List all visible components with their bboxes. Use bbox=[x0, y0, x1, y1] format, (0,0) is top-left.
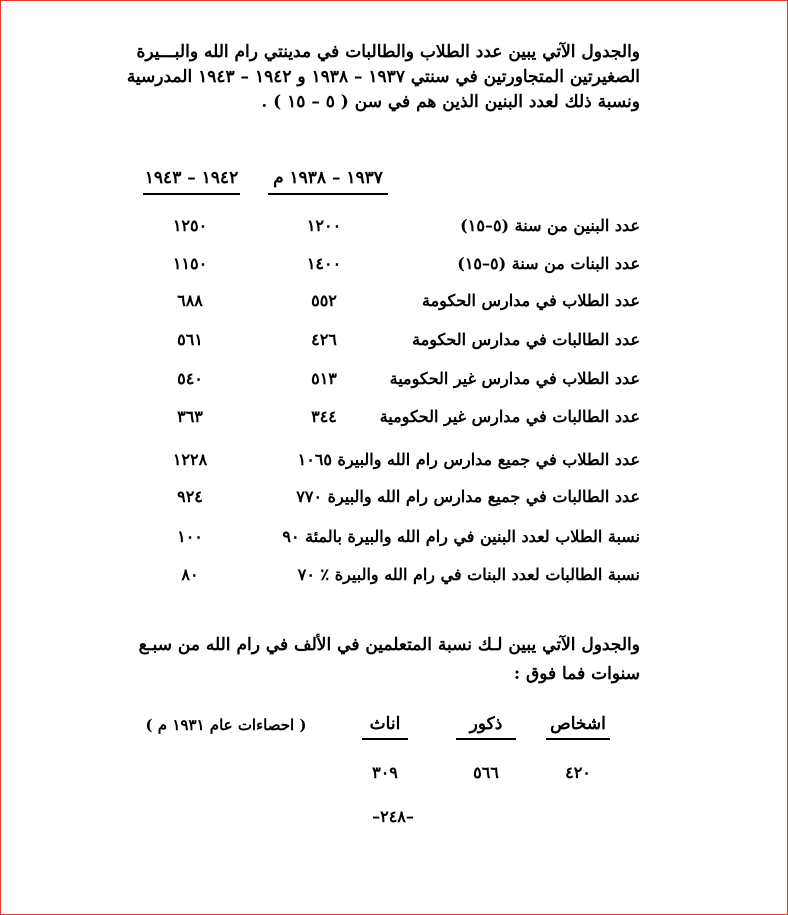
table-row bbox=[0, 216, 788, 246]
row-value-1942: ١٢٢٨ bbox=[172, 450, 208, 469]
row-label: عدد الطالبات في مدارس الحكومة bbox=[412, 330, 640, 349]
row-value-1942: ١٢٥٠ bbox=[172, 216, 208, 235]
header-underline bbox=[268, 193, 388, 195]
table1-header-1942-text: ١٩٤٢ – ١٩٤٣ bbox=[144, 168, 239, 188]
row-value-1937: ١٤٠٠ bbox=[306, 254, 342, 273]
row-label: عدد الطلاب في جميع مدارس رام الله والبيرة ١٠٦٥ bbox=[297, 450, 640, 469]
table-row bbox=[0, 527, 788, 557]
row-label: نسبة الطلاب لعدد البنين في رام الله والبيرة بالمئة ٩٠ bbox=[282, 527, 640, 546]
row-label: عدد الطلاب في مدارس الحكومة bbox=[422, 291, 640, 310]
header-underline bbox=[143, 193, 240, 195]
census-note: ( احصاءات عام ١٩٣١ م ) bbox=[145, 716, 307, 734]
row-label: عدد الطالبات في مدارس غير الحكومية bbox=[379, 407, 640, 426]
row-value-1942: ٦٨٨ bbox=[177, 291, 203, 310]
row-value-1937: ٤٢٦ bbox=[311, 330, 337, 349]
table-row bbox=[0, 487, 788, 517]
table2-value-persons: ٤٢٠ bbox=[565, 763, 591, 782]
table2-value-females: ٣٠٩ bbox=[372, 763, 398, 782]
table-row bbox=[0, 565, 788, 595]
header-underline bbox=[362, 738, 408, 740]
table1-header-1942 bbox=[143, 168, 240, 188]
table-row bbox=[0, 291, 788, 321]
table-row bbox=[0, 450, 788, 480]
row-value-1942: ٨٠ bbox=[181, 565, 199, 584]
row-label: عدد البنات من سنة (٥–١٥) bbox=[457, 254, 640, 273]
row-value-1937: ١٢٠٠ bbox=[306, 216, 342, 235]
row-label: عدد الطالبات في جميع مدارس رام الله والبيرة ٧٧٠ bbox=[296, 487, 640, 506]
second-line-1: والجدول الآتي يبين لـك نسبة المتعلمين في الألف في رام الله من سبـع bbox=[138, 635, 640, 655]
row-label: عدد الطلاب في مدارس غير الحكومية bbox=[389, 369, 640, 388]
table1-header-1937 bbox=[268, 168, 388, 188]
table1-header-1937-text: ١٩٣٧ – ١٩٣٨ م bbox=[273, 168, 383, 188]
table-row bbox=[0, 330, 788, 360]
row-value-1942: ١١٥٠ bbox=[172, 254, 208, 273]
table2-header-males-text: ذكور bbox=[469, 714, 503, 734]
row-value-1937: ٣٤٤ bbox=[311, 407, 337, 426]
second-paragraph bbox=[139, 631, 640, 689]
row-value-1942: ١٠٠ bbox=[177, 527, 203, 546]
table2-header-persons-text: اشخاص bbox=[550, 714, 606, 734]
header-underline bbox=[546, 738, 610, 740]
table2-header-females-text: اناث bbox=[369, 714, 401, 734]
table-row bbox=[0, 254, 788, 284]
row-value-1942: ٣٦٣ bbox=[177, 407, 203, 426]
second-line-2: سنوات فما فوق : bbox=[513, 664, 640, 684]
table2-header-females bbox=[362, 714, 408, 734]
intro-line-1: والجدول الآتي يبين عدد الطلاب والطالبات في مدينتي رام الله والبـــيرة bbox=[136, 42, 640, 62]
row-label: نسبة الطالبات لعدد البنات في رام الله والبيرة ٪ ٧٠ bbox=[297, 565, 640, 584]
row-value-1937: ٥٥٢ bbox=[311, 291, 337, 310]
intro-line-2: الصغيرتين المتجاورتين في سنتي ١٩٣٧ – ١٩٣٨ و ١٩٤٢ – ١٩٤٣ المدرسية bbox=[126, 67, 640, 87]
table-row bbox=[0, 407, 788, 437]
intro-paragraph bbox=[127, 40, 640, 115]
row-label: عدد البنين من سنة (٥–١٥) bbox=[460, 216, 640, 235]
row-value-1937: ٥١٣ bbox=[311, 369, 337, 388]
intro-line-3: ونسبة ذلك لعدد البنين الذين هم في سن ( ٥ – ١٥ ) . bbox=[261, 92, 640, 112]
table-row bbox=[0, 369, 788, 399]
table2-value-males: ٥٦٦ bbox=[473, 763, 499, 782]
row-value-1942: ٥٤٠ bbox=[177, 369, 203, 388]
row-value-1942: ٥٦١ bbox=[177, 330, 203, 349]
table2-header-persons bbox=[546, 714, 610, 734]
table2-header-males bbox=[456, 714, 516, 734]
header-underline bbox=[456, 738, 516, 740]
page-number: –٢٤٨– bbox=[372, 807, 414, 826]
row-value-1942: ٩٢٤ bbox=[177, 487, 203, 506]
